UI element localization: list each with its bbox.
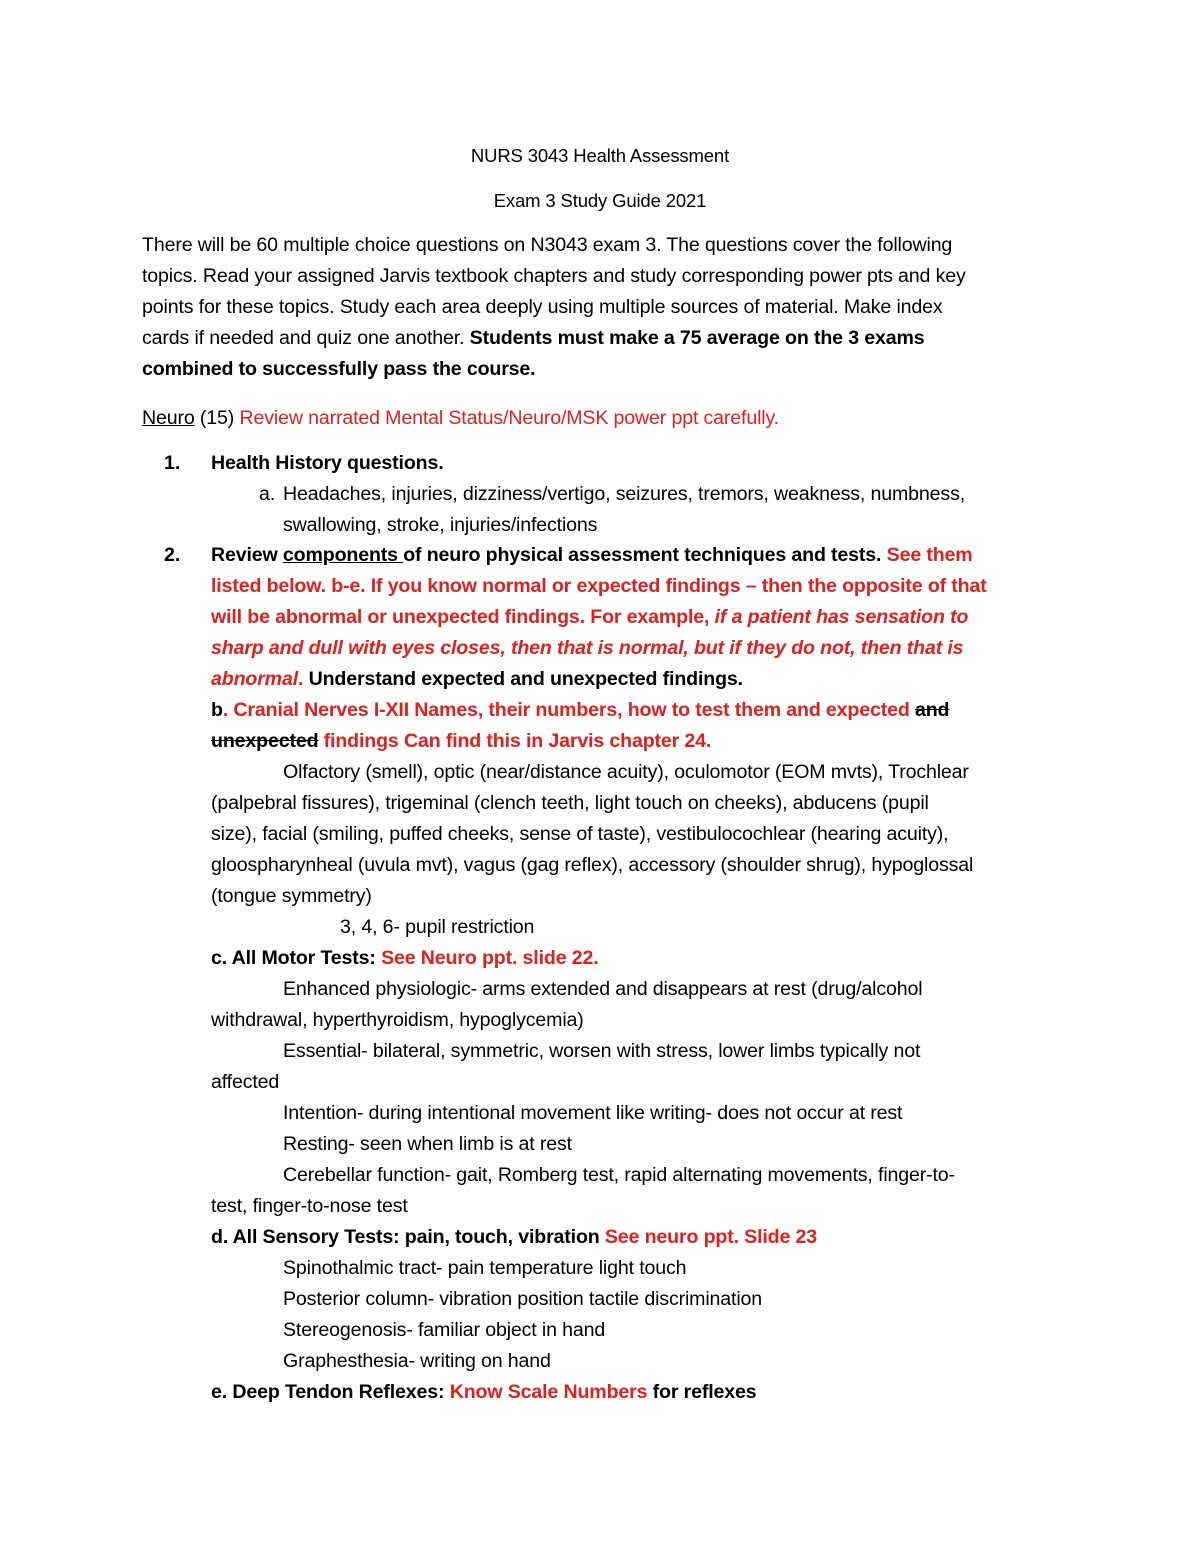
paragraph-line: Stereogenosis- familiar object in hand [283,1319,606,1341]
strikethrough-text: and [914,699,950,721]
paragraph-line: size), facial (smiling, puffed cheeks, sense of taste), vestibulocochlear (hearing acuity), [211,823,949,845]
list-item-title: Health History questions. [211,452,444,474]
paragraph-line: Enhanced physiologic- arms extended and disappears at rest (drug/alcohol [283,978,923,1000]
paragraph-line: gloospharynheal (uvula mvt), vagus (gag reflex), accessory (shoulder shrug), hypoglossal [211,854,974,876]
subsection-label: d. All Sensory Tests: pain, touch, vibration [211,1226,605,1248]
paragraph-line: Spinothalmic tract- pain temperature light touch [283,1257,687,1279]
item2-red: See them [881,544,973,566]
document-title: NURS 3043 Health Assessment [470,145,730,166]
item2-text: Understand expected and unexpected findings. [303,668,743,690]
subsection-c-heading [211,943,599,974]
subsection-red: See neuro ppt. Slide 23 [604,1226,818,1248]
intro-text: cards if needed and quiz one another. [142,327,470,349]
subsection-b-heading [211,695,949,726]
list-letter: a. [259,483,276,505]
subsection-d-heading [211,1222,817,1253]
subsection-label: b [211,699,223,721]
section-heading-neuro [142,403,779,434]
intro-emphasis: Students must make a 75 average on the 3 exams [469,327,925,349]
list-item-text: Headaches, injuries, dizziness/vertigo, seizures, tremors, weakness, numbness, [283,483,966,505]
paragraph-line: Cerebellar function- gait, Romberg test, rapid alternating movements, finger-to- [283,1164,955,1186]
subsection-label: e. Deep Tendon Reflexes: [211,1381,450,1403]
intro-emphasis: combined to successfully pass the course. [142,358,536,380]
subsection-red: . Cranial Nerves I-XII Names, their numbers, how to test them and expected [222,699,915,721]
paragraph-line: affected [211,1071,280,1093]
neuro-label: Neuro [142,407,195,429]
item2-red: . [298,668,304,690]
item2-underlined: components [282,544,404,566]
item2-text: Review [211,544,283,566]
list-item-text [211,664,743,695]
paragraph-line: Resting- seen when limb is at rest [283,1133,572,1155]
paragraph-line: withdrawal, hyperthyroidism, hypoglycemia) [211,1009,584,1031]
paragraph-line: Essential- bilateral, symmetric, worsen with stress, lower limbs typically not [283,1040,921,1062]
item2-red: will be abnormal or unexpected findings. For example, [211,606,715,628]
paragraph-line: (tongue symmetry) [211,885,372,907]
item2-italic: abnormal [211,668,298,690]
intro-line: topics. Read your assigned Jarvis textbook chapters and study corresponding power pts and key [142,265,966,287]
list-item-text [211,540,973,571]
intro-line [142,323,925,354]
paragraph-line: Graphesthesia- writing on hand [283,1350,551,1372]
neuro-note: Review narrated Mental Status/Neuro/MSK power ppt carefully. [239,407,779,429]
list-item-text: swallowing, stroke, injuries/infections [283,514,598,536]
subsection-e-heading [211,1377,757,1408]
paragraph-line: (palpebral fissures), trigeminal (clench teeth, light touch on cheeks), abducens (pupil [211,792,929,814]
paragraph-line: Posterior column- vibration position tactile discrimination [283,1288,763,1310]
subsection-red: See Neuro ppt. slide 22. [381,947,599,969]
subsection-text: for reflexes [647,1381,757,1403]
item2-italic: if a patient has sensation to [714,606,969,628]
strikethrough-text: unexpected [211,730,319,752]
item2-text: of neuro physical assessment techniques and tests. [403,544,882,566]
paragraph-line: Olfactory (smell), optic (near/distance acuity), oculomotor (EOM mvts), Trochlear [283,761,969,783]
subsection-red: findings Can find this in Jarvis chapter 24. [318,730,712,752]
list-item-text: listed below. b-e. If you know normal or expected findings – then the opposite of that [211,575,987,597]
list-number: 1. [164,452,181,474]
document-subtitle: Exam 3 Study Guide 2021 [493,190,707,211]
list-item-text [211,602,968,633]
subsection-red: Know Scale Numbers [449,1381,648,1403]
paragraph-line: Intention- during intentional movement like writing- does not occur at rest [283,1102,903,1124]
list-item-text: sharp and dull with eyes closes, then that is normal, but if they do not, then that is [211,637,964,659]
neuro-count: (15) [194,407,240,429]
paragraph-line: test, finger-to-nose test [211,1195,408,1217]
paragraph-line: 3, 4, 6- pupil restriction [340,916,535,938]
intro-line: points for these topics. Study each area deeply using multiple sources of material. Make index [142,296,943,318]
intro-line: There will be 60 multiple choice questions on N3043 exam 3. The questions cover the following [142,234,953,256]
subsection-label: c. All Motor Tests: [211,947,382,969]
subsection-b-heading [211,726,711,757]
list-number: 2. [164,544,181,566]
